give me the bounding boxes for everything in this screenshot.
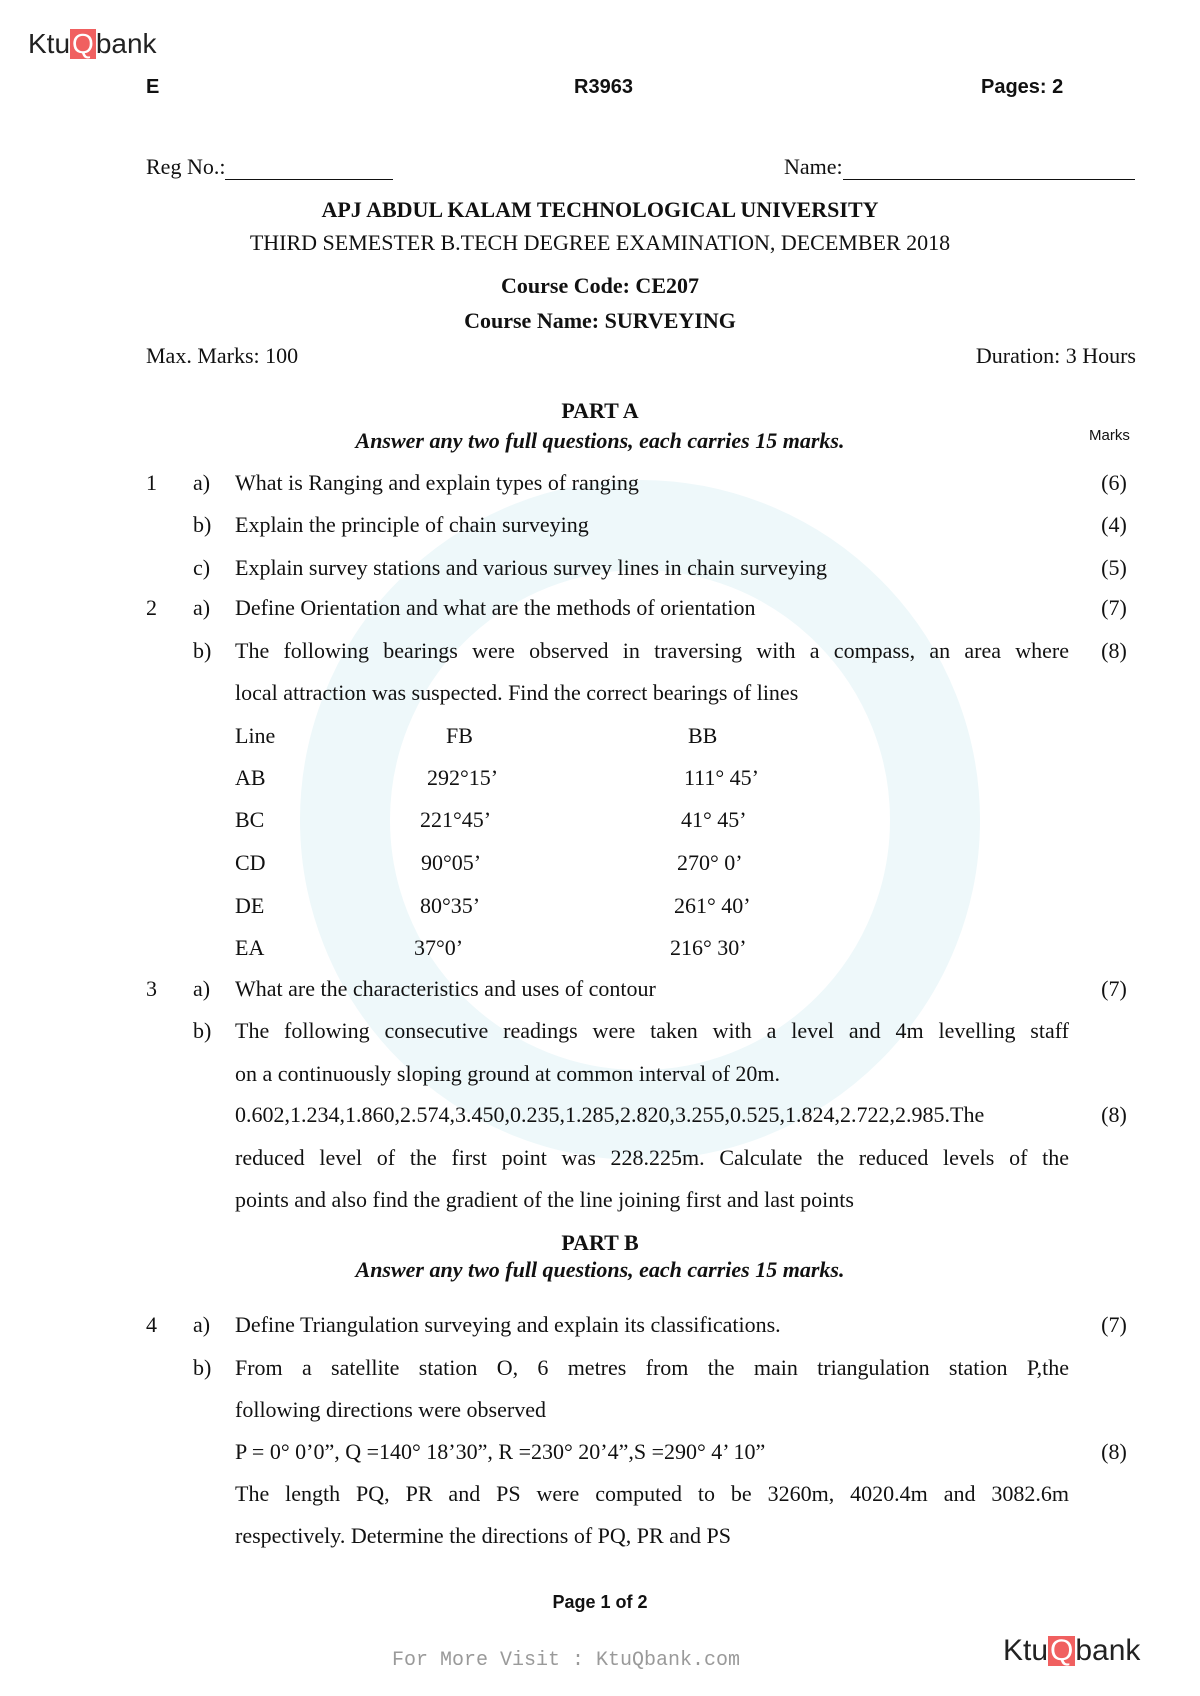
table-cell: AB (235, 765, 266, 790)
table-header: FB (446, 723, 473, 748)
sub-label: a) (193, 595, 211, 620)
table-header: Line (235, 723, 276, 748)
pages-count: Pages: 2 (981, 76, 1064, 98)
table-cell: EA (235, 935, 265, 960)
question-number: 2 (146, 595, 157, 620)
sub-label: b) (193, 512, 212, 537)
ktuqbank-footer-logo: KtuQbank (1003, 1634, 1141, 1667)
table-cell: 80°35’ (420, 893, 481, 918)
course-name: Course Name: SURVEYING (464, 308, 736, 333)
table-cell: BC (235, 807, 265, 832)
sub-label: b) (193, 638, 212, 663)
table-cell: CD (235, 850, 266, 875)
question-text: What are the characteristics and uses of contour (235, 976, 656, 1001)
visit-link[interactable]: For More Visit : KtuQbank.com (392, 1649, 741, 1672)
question-text: What is Ranging and explain types of ranging (235, 470, 639, 495)
question-marks: (6) (1101, 470, 1127, 495)
name-field: Name: (784, 154, 1135, 180)
duration: Duration: 3 Hours (975, 343, 1136, 368)
table-cell: 90°05’ (421, 850, 482, 875)
question-marks: (4) (1101, 512, 1127, 537)
question-marks: (7) (1101, 1312, 1127, 1337)
question-text: From a satellite station O, 6 metres from the main triangulation station P,the (235, 1355, 1069, 1380)
question-marks: (8) (1101, 638, 1127, 663)
marks-header: Marks (1089, 427, 1130, 444)
question-text: P = 0° 0’0”, Q =140° 18’30”, R =230° 20’4”,S =290° 4’ 10” (235, 1439, 766, 1464)
sub-label: b) (193, 1018, 212, 1043)
course-code: Course Code: CE207 (501, 273, 699, 298)
part-b-title: PART B (561, 1230, 639, 1255)
ktuqbank-logo: KtuQbank (28, 28, 157, 59)
table-cell: 221°45’ (420, 807, 492, 832)
table-cell: 216° 30’ (670, 935, 747, 960)
question-number: 1 (146, 470, 157, 495)
sub-label: a) (193, 976, 211, 1001)
table-cell: 111° 45’ (684, 765, 759, 790)
question-text: following directions were observed (235, 1397, 546, 1422)
question-text: local attraction was suspected. Find the correct bearings of lines (235, 680, 799, 705)
university-name: APJ ABDUL KALAM TECHNOLOGICAL UNIVERSITY (321, 197, 879, 222)
question-marks: (5) (1101, 555, 1127, 580)
sub-label: c) (193, 555, 211, 580)
question-text: Explain survey stations and various survey lines in chain surveying (235, 555, 828, 580)
question-text: respectively. Determine the directions of PQ, PR and PS (235, 1523, 731, 1548)
question-marks: (7) (1101, 976, 1127, 1001)
table-cell: 41° 45’ (681, 807, 747, 832)
part-a-title: PART A (561, 398, 639, 423)
part-a-instruction: Answer any two full questions, each carries 15 marks. (355, 428, 845, 453)
question-text: 0.602,1.234,1.860,2.574,3.450,0.235,1.285,2.820,3.255,0.525,1.824,2.722,2.985.The (235, 1102, 985, 1127)
table-cell: 292°15’ (427, 765, 499, 790)
question-text: on a continuously sloping ground at common interval of 20m. (235, 1061, 781, 1086)
question-text: reduced level of the first point was 228.225m. Calculate the reduced levels of the (235, 1145, 1069, 1170)
max-marks: Max. Marks: 100 (146, 343, 299, 368)
question-text: points and also find the gradient of the line joining first and last points (235, 1187, 854, 1212)
sub-label: a) (193, 1312, 211, 1337)
table-header: BB (688, 723, 718, 748)
question-text: The following bearings were observed in traversing with a compass, an area where (235, 638, 1069, 663)
question-text: Explain the principle of chain surveying (235, 512, 589, 537)
set-label: E (146, 76, 160, 98)
table-cell: 37°0’ (414, 935, 464, 960)
question-marks: (8) (1101, 1439, 1127, 1464)
page-number: Page 1 of 2 (552, 1592, 648, 1612)
part-b-instruction: Answer any two full questions, each carries 15 marks. (355, 1257, 845, 1282)
question-text: Define Orientation and what are the methods of orientation (235, 595, 756, 620)
table-cell: DE (235, 893, 265, 918)
sub-label: b) (193, 1355, 212, 1380)
question-text: The length PQ, PR and PS were computed to be 3260m, 4020.4m and 3082.6m (235, 1481, 1069, 1506)
question-number: 4 (146, 1312, 157, 1337)
table-cell: 261° 40’ (674, 893, 751, 918)
question-number: 3 (146, 976, 157, 1001)
exam-title: THIRD SEMESTER B.TECH DEGREE EXAMINATION, DECEMBER 2018 (249, 230, 951, 255)
sub-label: a) (193, 470, 211, 495)
question-marks: (8) (1101, 1102, 1127, 1127)
question-text: Define Triangulation surveying and explain its classifications. (235, 1312, 781, 1337)
reg-no-field: Reg No.: (146, 154, 393, 180)
question-text: The following consecutive readings were taken with a level and 4m levelling staff (235, 1018, 1069, 1043)
watermark (300, 480, 980, 1160)
question-marks: (7) (1101, 595, 1127, 620)
paper-code: R3963 (574, 76, 633, 98)
table-cell: 270° 0’ (677, 850, 743, 875)
